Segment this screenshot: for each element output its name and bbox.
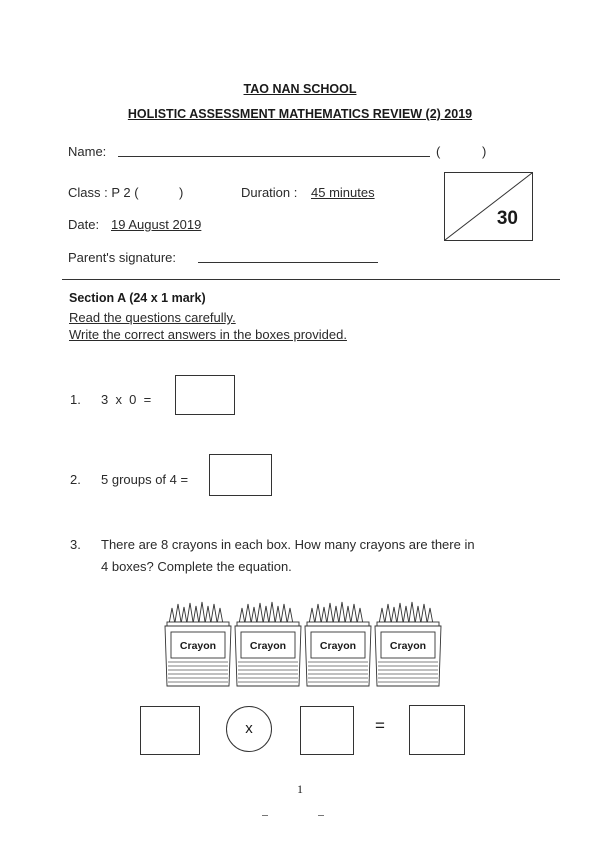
multiply-operator: x [245, 720, 253, 737]
marks-diagonal [445, 173, 532, 240]
equation-answer-box[interactable] [409, 705, 465, 755]
multiply-circle [226, 706, 272, 752]
question-2-text: 5 groups of 4 = [101, 472, 189, 487]
footer-mark-left [262, 815, 268, 816]
question-1-answer-box[interactable] [175, 375, 235, 415]
name-bracket-close: ) [482, 144, 487, 159]
exam-title: HOLISTIC ASSESSMENT MATHEMATICS REVIEW (2) 2019 [127, 107, 473, 121]
crayon-label-1: Crayon [179, 640, 217, 652]
header-divider [62, 279, 560, 280]
date-label: Date: [68, 217, 100, 232]
instruction-2: Write the correct answers in the boxes provided. [69, 327, 347, 342]
equation-box-1[interactable] [140, 706, 200, 755]
question-3-text-line1: There are 8 crayons in each box. How many crayons are there in [101, 537, 475, 552]
page-number: 1 [297, 782, 303, 796]
date-value: 19 August 2019 [111, 217, 202, 232]
equals-sign: = [375, 716, 385, 735]
name-label: Name: [68, 144, 107, 159]
crayon-box-4 [373, 598, 443, 678]
section-title: Section A (24 x 1 mark) [69, 291, 206, 305]
signature-line[interactable] [198, 262, 378, 263]
duration-label: Duration : [241, 185, 298, 200]
crayon-label-2: Crayon [249, 640, 287, 652]
crayon-box-1 [163, 598, 233, 678]
school-name: TAO NAN SCHOOL [243, 82, 357, 96]
footer-mark-right [318, 815, 324, 816]
instruction-1: Read the questions carefully. [69, 310, 236, 325]
name-line[interactable] [118, 156, 430, 157]
question-1-number: 1. [70, 392, 81, 407]
question-3-number: 3. [70, 537, 81, 552]
signature-label: Parent's signature: [68, 250, 176, 265]
crayon-label-4: Crayon [389, 640, 427, 652]
marks-box [444, 172, 533, 241]
question-3-text-line2: 4 boxes? Complete the equation. [101, 559, 292, 574]
question-1-text: 3 x 0 = [101, 392, 152, 407]
duration-value: 45 minutes [311, 185, 375, 200]
name-bracket-open: ( [436, 144, 441, 159]
total-marks: 30 [496, 208, 518, 229]
question-2-number: 2. [70, 472, 81, 487]
crayon-label-3: Crayon [319, 640, 357, 652]
crayon-box-3 [303, 598, 373, 678]
crayon-box-2 [233, 598, 303, 678]
equation-box-2[interactable] [300, 706, 354, 755]
class-label: Class : P 2 ( [68, 185, 139, 200]
question-2-answer-box[interactable] [209, 454, 272, 496]
class-bracket-close: ) [179, 185, 184, 200]
